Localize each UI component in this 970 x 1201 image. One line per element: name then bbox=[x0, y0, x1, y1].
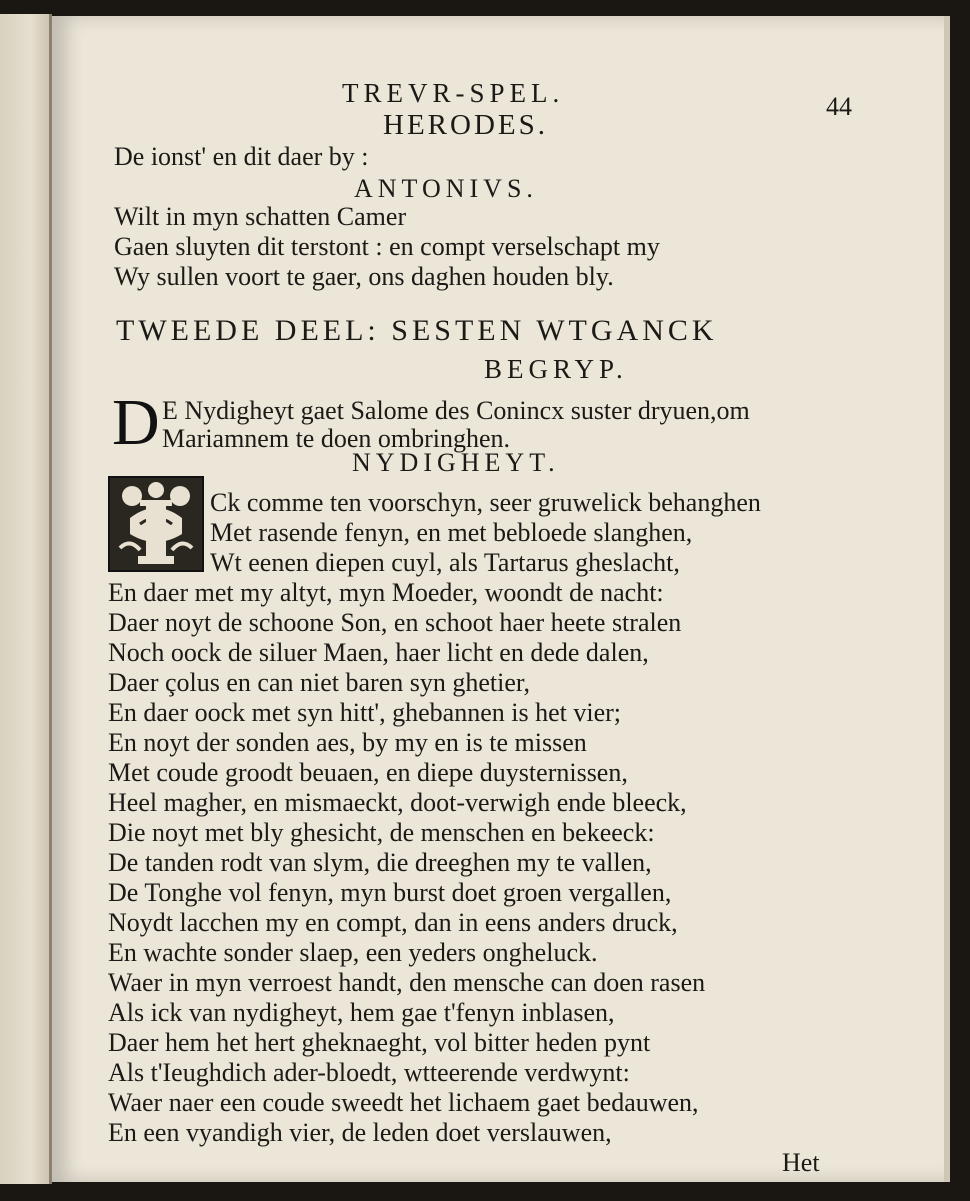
ornamental-initial-icon bbox=[110, 478, 202, 570]
decorated-initial-i bbox=[108, 476, 204, 572]
running-head: TREVR-SPEL. bbox=[342, 78, 565, 108]
verse-line: Wilt in myn schatten Camer bbox=[114, 202, 407, 231]
speaker-nydigheyt: NYDIGHEYT. bbox=[352, 448, 560, 477]
page-number: 44 bbox=[826, 92, 852, 121]
verse-line: De Tonghe vol fenyn, myn burst doet groen vergallen, bbox=[108, 878, 672, 907]
verse-line: De ionst' en dit daer by : bbox=[114, 142, 369, 171]
section-subtitle: BEGRYP. bbox=[484, 354, 628, 384]
verse-line: En daer oock met syn hitt', ghebannen is het vier; bbox=[108, 698, 621, 727]
verse-line: En wachte sonder slaep, een yeders ongheluck. bbox=[108, 938, 598, 967]
speaker-antonius: ANTONIVS. bbox=[354, 174, 538, 203]
verse-line: Daer hem het hert gheknaeght, vol bitter heden pynt bbox=[108, 1028, 651, 1057]
verse-line: Daer noyt de schoone Son, en schoot haer heete stralen bbox=[108, 608, 682, 637]
verse-line: Met rasende fenyn, en met bebloede slanghen, bbox=[210, 518, 693, 547]
verse-line: Met coude groodt beuaen, en diepe duysternissen, bbox=[108, 758, 628, 787]
section-title: TWEEDE DEEL: SESTEN WTGANCK bbox=[116, 314, 718, 347]
verse-line: Heel magher, en mismaeckt, doot-verwigh ende bleeck, bbox=[108, 788, 687, 817]
verse-line: Die noyt met bly ghesicht, de menschen en bekeeck: bbox=[108, 818, 655, 847]
verse-line: Ck comme ten voorschyn, seer gruwelick behanghen bbox=[210, 488, 761, 517]
verse-line: Wt eenen diepen cuyl, als Tartarus gheslacht, bbox=[210, 548, 680, 577]
argument-line: E Nydigheyt gaet Salome des Conincx suster dryuen,om bbox=[162, 396, 750, 425]
verse-line: Waer naer een coude sweedt het lichaem gaet bedauwen, bbox=[108, 1088, 699, 1117]
facing-page-edge bbox=[0, 14, 52, 1184]
drop-cap-d: D bbox=[112, 386, 160, 459]
verse-line: Noydt lacchen my en compt, dan in eens anders druck, bbox=[108, 908, 678, 937]
catchword: Het bbox=[782, 1148, 820, 1177]
argument-line: Mariamnem te doen ombringhen. bbox=[162, 424, 511, 453]
verse-line: Als ick van nydigheyt, hem gae t'fenyn inblasen, bbox=[108, 998, 615, 1027]
verse-line: De tanden rodt van slym, die dreeghen my te vallen, bbox=[108, 848, 652, 877]
verse-line: Wy sullen voort te gaer, ons daghen houden bly. bbox=[114, 262, 614, 291]
verse-line: En daer met my altyt, myn Moeder, woondt de nacht: bbox=[108, 578, 664, 607]
verse-line: En noyt der sonden aes, by my en is te missen bbox=[108, 728, 587, 757]
verse-line: En een vyandigh vier, de leden doet verslauwen, bbox=[108, 1118, 612, 1147]
speaker-herodes: HERODES. bbox=[383, 109, 548, 141]
verse-line: Daer çolus en can niet baren syn ghetier, bbox=[108, 668, 531, 697]
verse-line: Noch oock de siluer Maen, haer licht en dede dalen, bbox=[108, 638, 649, 667]
verse-line: Waer in myn verroest handt, den mensche can doen rasen bbox=[108, 968, 706, 997]
verse-line: Als t'Ieughdich ader-bloedt, wtteerende verdwynt: bbox=[108, 1058, 630, 1087]
verse-line: Gaen sluyten dit terstont : en compt verselschapt my bbox=[114, 232, 660, 261]
